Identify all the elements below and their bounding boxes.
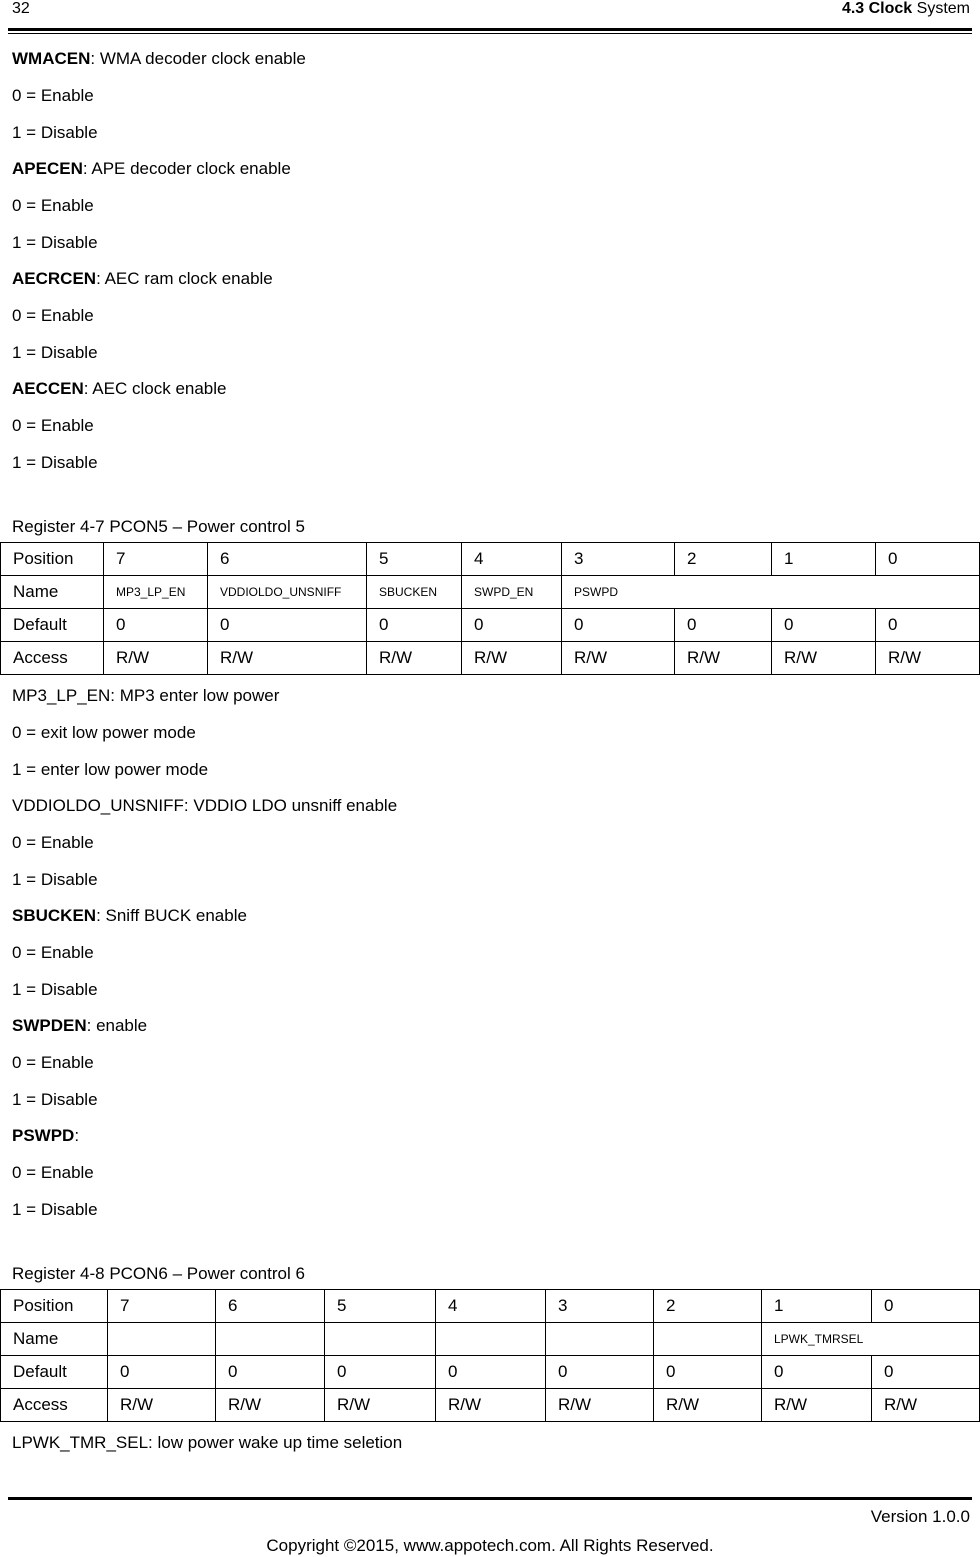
page-number: 32 — [12, 0, 30, 17]
field-value: 0 = Enable — [12, 833, 94, 852]
field-title: PSWPD: — [12, 1126, 80, 1145]
section-title-rest: System — [912, 0, 970, 17]
table-row-default: Default 0 0 0 0 0 0 0 0 — [1, 609, 980, 642]
field-value: 1 = Disable — [12, 343, 98, 362]
field-value: 0 = Enable — [12, 86, 94, 105]
register-table-pcon6 — [0, 1289, 980, 1422]
field-title: SBUCKEN: Sniff BUCK enable — [12, 906, 247, 925]
field-title: AECCEN: AEC clock enable — [12, 379, 227, 398]
field-title: SWPDEN: enable — [12, 1016, 148, 1035]
field-value: 0 = Enable — [12, 1053, 94, 1072]
table-row-default: Default 0 0 0 0 0 0 0 0 — [1, 1356, 980, 1389]
table-row-position: Position 7 6 5 4 3 2 1 0 — [1, 1290, 980, 1323]
field-title: AECRCEN: AEC ram clock enable — [12, 269, 273, 288]
table-row-name: Name MP3_LP_EN VDDIOLDO_UNSNIFF SBUCKEN SWPD_EN PSWPD — [1, 576, 980, 609]
field-value: 1 = Disable — [12, 1200, 98, 1219]
field-value: 1 = Disable — [12, 870, 98, 889]
table-row-position: Position 7 6 5 4 3 2 1 0 — [1, 543, 980, 576]
field-title: WMACEN: WMA decoder clock enable — [12, 49, 306, 68]
field-title: APECEN: APE decoder clock enable — [12, 159, 291, 178]
field-title: LPWK_TMR_SEL: low power wake up time seletion — [12, 1433, 403, 1452]
copyright-text: Copyright ©2015, www.appotech.com. All Rights Reserved. — [266, 1536, 714, 1555]
register-caption: Register 4-8 PCON6 – Power control 6 — [12, 1264, 305, 1283]
field-value: 1 = Disable — [12, 453, 98, 472]
field-value: 0 = Enable — [12, 943, 94, 962]
field-value: 0 = Enable — [12, 306, 94, 325]
field-value: 0 = Enable — [12, 416, 94, 435]
version-text: Version 1.0.0 — [870, 1507, 970, 1526]
header-rule-thick — [8, 28, 972, 31]
field-value: 1 = Disable — [12, 233, 98, 252]
table-row-access: Access R/W R/W R/W R/W R/W R/W R/W R/W — [1, 1389, 980, 1422]
field-value: 1 = Disable — [12, 980, 98, 999]
section-title-bold: 4.3 Clock — [841, 0, 913, 17]
footer-rule — [8, 1497, 972, 1500]
field-title: MP3_LP_EN: MP3 enter low power — [12, 686, 280, 705]
register-caption: Register 4-7 PCON5 – Power control 5 — [12, 517, 305, 536]
field-value: 0 = Enable — [12, 196, 94, 215]
register-table-pcon5 — [0, 542, 980, 675]
field-value: 0 = Enable — [12, 1163, 94, 1182]
field-value: 1 = enter low power mode — [12, 760, 209, 779]
field-value: 1 = Disable — [12, 123, 98, 142]
field-title: VDDIOLDO_UNSNIFF: VDDIO LDO unsniff enable — [12, 796, 398, 815]
field-value: 1 = Disable — [12, 1090, 98, 1109]
table-row-access: Access R/W R/W R/W R/W R/W R/W R/W R/W — [1, 642, 980, 675]
table-row-name: Name LPWK_TMRSEL — [1, 1323, 980, 1356]
field-value: 0 = exit low power mode — [12, 723, 196, 742]
section-title — [842, 0, 970, 18]
header-rule-thin — [8, 33, 972, 34]
